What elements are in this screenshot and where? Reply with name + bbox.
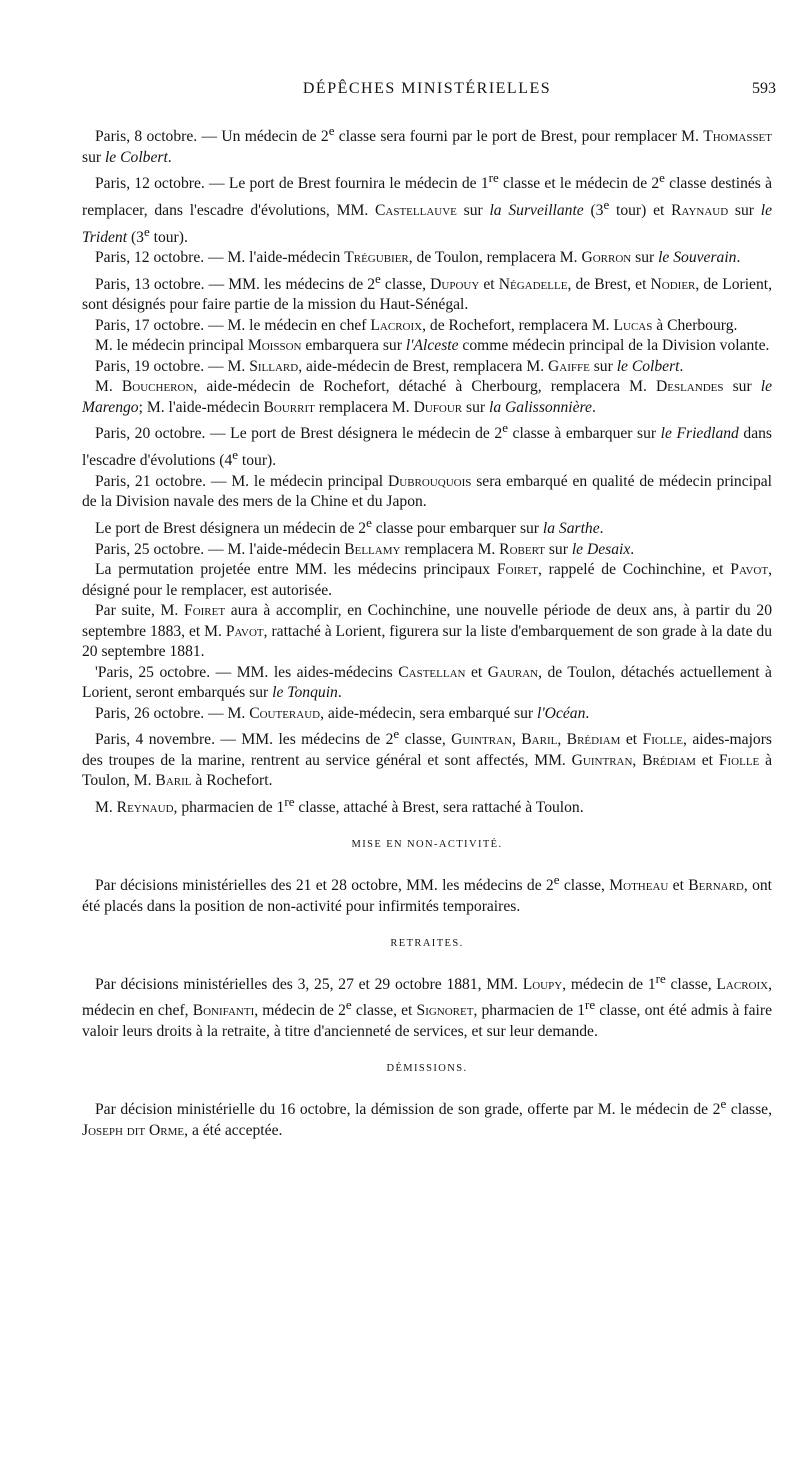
page-number: 593 <box>752 80 776 97</box>
paragraph: Paris, 17 octobre. — M. le médecin en chef Lacroix, de Rochefort, remplacera M. Lucas à Cherbourg. <box>95 316 738 334</box>
section-heading: RETRAITES. <box>390 938 464 950</box>
paragraph: M. Boucheron, aide-médecin de Rochefort, détaché à Cherbourg, remplacera M. Deslandes sur le Marengo; M. l'aide-médecin Bourrit remplacera M. Dufour sur la Galissonnière. <box>82 378 773 416</box>
paragraph: Par décisions ministérielles des 21 et 28 octobre, MM. les médecins de 2e classe, Motheau et Bernard, ont été placés dans la position de non-activité pour infirmités temporaires. <box>82 871 773 915</box>
document-body <box>82 121 772 1141</box>
paragraph: Paris, 19 octobre. — M. Sillard, aide-médecin de Brest, remplacera M. Gaiffe sur le Colbert. <box>95 357 684 375</box>
running-title: DÉPÊCHES MINISTÉRIELLES <box>302 80 552 97</box>
paragraph: Paris, 8 octobre. — Un médecin de 2e classe sera fourni par le port de Brest, pour remplacer M. Thomasset sur le Colbert. <box>82 123 772 166</box>
paragraph: Paris, 12 octobre. — M. l'aide-médecin Trégubier, de Toulon, remplacera M. Gorron sur le Souverain. <box>95 249 741 267</box>
paragraph: Par décision ministérielle du 16 octobre, la démission de son grade, offerte par M. le médecin de 2e classe, Joseph dit Orme, a été acceptée. <box>82 1095 772 1139</box>
running-header <box>78 80 776 106</box>
paragraph: Paris, 12 octobre. — Le port de Brest fournira le médecin de 1re classe et le médecin de 2e classe destinés à remplacer, dans l'escadre d'évolutions, MM. Castellauve sur la Surveillante (3e tour) et Raynaud sur le Trident (3e tour). <box>82 170 773 246</box>
paragraph: Paris, 21 octobre. — M. le médecin principal Dubrouquois sera embarqué en qualité de médecin principal de la Division navale des mers de la Chine et du Japon. <box>82 472 772 511</box>
paragraph: Paris, 4 novembre. — MM. les médecins de 2e classe, Guintran, Baril, Brédiam et Fiolle, aides-majors des troupes de la marine, rentrent au service général et sont affectés, MM. Guintran, Brédiam et Fiolle à Toulon, M. Baril à Rochefort. <box>82 726 773 790</box>
paragraph: La permutation projetée entre MM. les médecins principaux Foiret, rappelé de Cochinchine, et Pavot, désigné pour le remplacer, est autorisée. <box>82 561 772 599</box>
section-heading: DÉMISSIONS. <box>386 1063 468 1075</box>
paragraph: Paris, 13 octobre. — MM. les médecins de 2e classe, Dupouy et Négadelle, de Brest, et Nodier, de Lorient, sont désignés pour faire partie de la mission du Haut-Sénégal. <box>82 270 772 314</box>
section-heading: MISE EN NON-ACTIVITÉ. <box>351 839 503 851</box>
paragraph: Par suite, M. Foiret aura à accomplir, en Cochinchine, une nouvelle période de deux ans, à partir du 20 septembre 1883, et M. Pavot, rattaché à Lorient, figurera sur la liste d'embarquement de son grade à la date du 20 septembre 1881. <box>82 602 772 660</box>
paragraph: M. Reynaud, pharmacien de 1re classe, attaché à Brest, sera rattaché à Toulon. <box>95 793 584 816</box>
paragraph: Par décisions ministérielles des 3, 25, 27 et 29 octobre 1881, MM. Loupy, médecin de 1re classe, Lacroix, médecin en chef, Bonifanti, médecin de 2e classe, et Signoret, pharmacien de 1re classe, ont été admis à faire valoir leurs droits à la retraite, à titre d'ancienneté de services, et sur leur demande. <box>82 970 772 1040</box>
paragraph: Le port de Brest désignera un médecin de 2e classe pour embarquer sur la Sarthe. <box>95 514 604 537</box>
paragraph: Paris, 25 octobre. — M. l'aide-médecin Bellamy remplacera M. Robert sur le Desaix. <box>95 540 635 558</box>
paragraph: 'Paris, 25 octobre. — MM. les aides-médecins Castellan et Gauran, de Toulon, détachés actuellement à Lorient, seront embarqués sur le Tonquin. <box>82 663 772 701</box>
paragraph: M. le médecin principal Moisson embarquera sur l'Alceste comme médecin principal de la Division volante. <box>95 337 770 355</box>
paragraph: Paris, 20 octobre. — Le port de Brest désignera le médecin de 2e classe à embarquer sur le Friedland dans l'escadre d'évolutions (4e tour). <box>82 420 773 470</box>
paragraph: Paris, 26 octobre. — M. Couteraud, aide-médecin, sera embarqué sur l'Océan. <box>95 704 590 722</box>
